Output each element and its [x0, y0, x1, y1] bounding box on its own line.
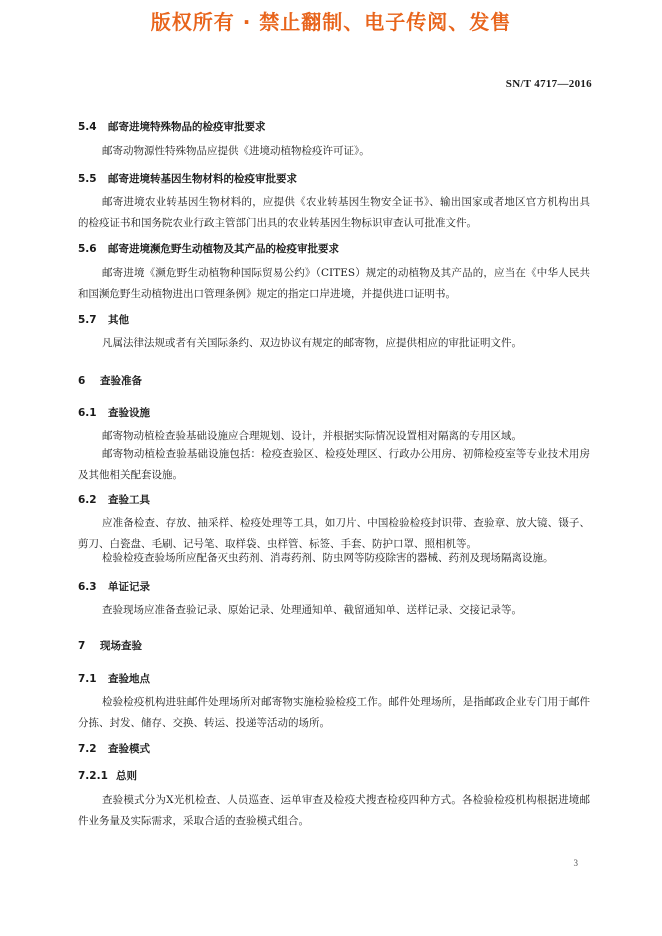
paragraph-7-1: 检验检疫机构进驻邮件处理场所对邮寄物实施检验检疫工作。邮件处理场所，是指邮政企业专门用于邮件分拣、封发、储存、交换、转运、投递等活动的场所。	[78, 696, 590, 729]
paragraph-6-2-b: 检验检疫查验场所应配备灭虫药剂、消毒药剂、防虫网等防疫除害的器械、药剂及现场隔离设施。	[102, 552, 554, 564]
section-number: 6.1	[78, 407, 97, 419]
section-title: 其他	[108, 314, 129, 326]
section-title: 邮寄进境转基因生物材料的检疫审批要求	[108, 173, 297, 185]
section-title: 查验工具	[108, 494, 150, 506]
section-title: 单证记录	[108, 581, 150, 593]
section-number: 6.2	[78, 494, 97, 506]
section-title: 邮寄进境特殊物品的检疫审批要求	[108, 121, 266, 133]
paragraph-5-4: 邮寄动物源性特殊物品应提供《进境动植物检疫许可证》。	[102, 145, 370, 157]
section-number: 5.7	[78, 314, 97, 326]
section-title: 现场查验	[100, 640, 142, 652]
standard-code: SN/T 4717—2016	[505, 78, 592, 90]
section-title: 邮寄进境濒危野生动植物及其产品的检疫审批要求	[108, 243, 339, 255]
section-title: 查验模式	[108, 743, 150, 755]
section-number: 6.3	[78, 581, 97, 593]
section-number: 5.5	[78, 173, 97, 185]
section-title: 总则	[116, 770, 137, 782]
section-number: 6	[78, 375, 86, 387]
section-number: 7	[78, 640, 86, 652]
paragraph-5-7: 凡属法律法规或者有关国际条约、双边协议有规定的邮寄物，应提供相应的审批证明文件。	[102, 337, 522, 349]
section-heading-5-6	[78, 241, 339, 256]
section-number: 5.4	[78, 121, 97, 133]
section-heading-7-1	[78, 671, 150, 686]
paragraph-7-2-1: 查验模式分为X光机检查、人员巡查、运单审查及检疫犬搜查检疫四种方式。各检验检疫机构根据进境邮件业务量及实际需求，采取合适的查验模式组合。	[78, 794, 590, 827]
paragraph-6-1-b: 邮寄物动植检查验基础设施包括：检疫查验区、检疫处理区、行政办公用房、初筛检疫室等专业技术用房及其他相关配套设施。	[78, 448, 590, 481]
section-title: 查验准备	[100, 375, 142, 387]
section-heading-6-1	[78, 405, 150, 420]
section-title: 查验设施	[108, 407, 150, 419]
page-number: 3	[573, 858, 578, 868]
paragraph-5-6: 邮寄进境《濒危野生动植物种国际贸易公约》（CITES）规定的动植物及其产品的，应当在《中华人民共和国濒危野生动植物进出口管理条例》规定的指定口岸进境，并提供进口证明书。	[78, 267, 590, 300]
paragraph-6-3: 查验现场应准备查验记录、原始记录、处理通知单、截留通知单、送样记录、交接记录等。	[102, 604, 522, 616]
section-number: 7.2	[78, 743, 97, 755]
section-number: 5.6	[78, 243, 97, 255]
section-heading-5-5	[78, 171, 297, 186]
copyright-watermark: 版权所有 · 禁止翻制、电子传阅、发售	[150, 10, 512, 34]
paragraph-6-2-a: 应准备检查、存放、抽采样、检疫处理等工具，如刀片、中国检验检疫封识带、查验章、放大镜、镊子、剪刀、白瓷盘、毛刷、记号笔、取样袋、虫样管、标签、手套、防护口罩、照相机等。	[78, 517, 590, 550]
section-heading-6-3	[78, 579, 150, 594]
section-heading-7-2	[78, 741, 150, 756]
section-heading-6-2	[78, 492, 150, 507]
paragraph-6-1-a: 邮寄物动植检查验基础设施应合理规划、设计，并根据实际情况设置相对隔离的专用区域。	[102, 430, 522, 442]
section-title: 查验地点	[108, 673, 150, 685]
section-heading-6	[78, 373, 142, 388]
section-heading-7-2-1	[78, 768, 137, 783]
section-heading-7	[78, 638, 142, 653]
section-heading-5-4	[78, 119, 266, 134]
section-number: 7.1	[78, 673, 97, 685]
paragraph-5-5: 邮寄进境农业转基因生物材料的，应提供《农业转基因生物安全证书》、输出国家或者地区官方机构出具的检疫证书和国务院农业行政主管部门出具的农业转基因生物标识审查认可批准文件。	[78, 196, 590, 229]
section-heading-5-7	[78, 312, 129, 327]
section-number: 7.2.1	[78, 770, 108, 782]
